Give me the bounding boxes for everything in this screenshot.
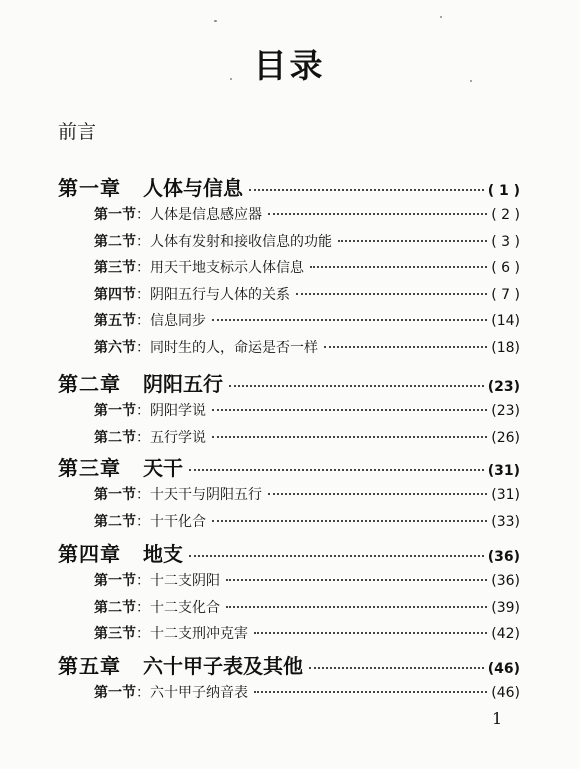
section-page-number: (14) [491,313,520,329]
section-colon: ： [136,260,150,276]
section-number: 第二节 [94,599,136,616]
section-colon: ： [136,573,150,589]
chapter-page-number: (23) [487,379,520,395]
section-heading [94,427,206,447]
section-page-number: (31) [491,487,520,503]
section-number: 第一节 [94,487,136,503]
chapter-title: 地支 [143,542,183,566]
section-colon: ： [136,403,150,419]
dot-leader [212,520,487,522]
chapter-title: 六十甲子表及其他 [143,654,303,678]
section-page-number: (42) [491,626,520,642]
section-number: 第三节 [94,626,136,642]
section-title: 六十甲子纳音表 [150,685,248,701]
toc-section-row[interactable] [94,310,520,330]
section-number: 第一节 [94,207,136,223]
chapter-page-number: ( 1 ) [487,183,520,199]
section-number: 第一节 [94,573,136,589]
dot-leader [254,632,487,634]
dot-leader [189,469,484,471]
section-heading [94,284,290,304]
section-heading [94,310,206,330]
section-colon: ： [136,429,150,446]
chapter-number: 第三章 [58,456,121,480]
section-number: 第一节 [94,403,136,419]
toc-section-row[interactable] [94,204,520,224]
section-heading [94,337,318,357]
section-heading [94,623,248,643]
dot-leader [249,189,484,191]
dot-leader [226,579,487,581]
section-number: 第五节 [94,313,136,329]
section-colon: ： [136,207,150,223]
section-colon: ： [136,599,150,616]
section-number: 第四节 [94,286,136,303]
section-colon: ： [136,286,150,303]
chapter-heading [58,172,243,201]
toc-section-row[interactable] [94,257,520,277]
section-colon: ： [136,313,150,329]
chapter-page-number: (36) [487,549,520,565]
chapter-heading [58,538,183,567]
chapter-title: 人体与信息 [143,176,243,200]
scan-speck [230,78,232,80]
section-colon: ： [136,685,150,701]
section-title: 十干化合 [150,513,206,530]
page-number: 1 [492,709,503,728]
dot-leader [296,293,487,295]
dot-leader [254,691,487,693]
toc-section-row[interactable] [94,682,520,702]
scan-speck [440,16,442,18]
section-heading [94,597,220,617]
toc-section-row[interactable] [94,484,520,504]
toc-section-row[interactable] [94,337,520,357]
section-colon: ： [136,233,150,250]
toc-section-row[interactable] [94,284,520,304]
toc-section-row[interactable] [94,623,520,643]
dot-leader [226,606,487,608]
section-page-number: (18) [491,339,520,356]
section-title: 十二支刑冲克害 [150,626,248,642]
section-page-number: (39) [491,599,520,616]
section-title: 五行学说 [150,429,206,446]
chapter-number: 第五章 [58,654,121,678]
section-number: 第六节 [94,339,136,356]
toc-chapter-row[interactable] [58,650,520,679]
section-title: 人体有发射和接收信息的功能 [150,233,332,250]
chapter-heading [58,650,303,679]
chapter-number: 第一章 [58,176,121,200]
section-colon: ： [136,339,150,356]
toc-chapter-row[interactable] [58,452,520,481]
chapter-title: 阴阳五行 [143,372,223,396]
toc-chapter-row[interactable] [58,538,520,567]
section-page-number: (23) [491,403,520,419]
section-page-number: ( 7 ) [491,286,520,303]
preface-heading: 前言 [58,121,97,143]
toc-section-row[interactable] [94,511,520,531]
section-heading [94,257,304,277]
section-heading [94,484,262,504]
section-colon: ： [136,487,150,503]
scan-speck [214,20,217,22]
section-title: 十二支化合 [150,599,220,616]
chapter-number: 第二章 [58,372,121,396]
dot-leader [338,240,487,242]
section-title: 信息同步 [150,313,206,329]
section-number: 第二节 [94,233,136,250]
section-number: 第二节 [94,513,136,530]
section-title: 阴阳五行与人体的关系 [150,286,290,303]
dot-leader [309,667,484,669]
section-heading [94,570,220,590]
chapter-page-number: (31) [487,463,520,479]
section-title: 阴阳学说 [150,403,206,419]
section-page-number: (36) [491,573,520,589]
chapter-heading [58,368,223,397]
section-title: 人体是信息感应器 [150,207,262,223]
section-page-number: (33) [491,513,520,530]
toc-chapter-row[interactable] [58,172,520,201]
section-heading [94,511,206,531]
dot-leader [212,409,487,411]
section-page-number: (46) [491,685,520,701]
section-colon: ： [136,626,150,642]
section-title: 用天干地支标示人体信息 [150,260,304,276]
section-number: 第二节 [94,429,136,446]
section-heading [94,231,332,251]
section-title: 十二支阴阳 [150,573,220,589]
dot-leader [212,319,487,321]
section-page-number: ( 2 ) [491,207,520,223]
section-page-number: (26) [491,429,520,446]
toc-section-row[interactable] [94,231,520,251]
dot-leader [268,213,487,215]
dot-leader [324,346,487,348]
section-page-number: ( 3 ) [491,233,520,250]
section-heading [94,204,262,224]
dot-leader [189,555,484,557]
section-heading [94,682,248,702]
dot-leader [268,493,487,495]
section-number: 第一节 [94,685,136,701]
page-title: 目录 [253,46,326,85]
dot-leader [310,266,487,268]
dot-leader [212,436,487,438]
toc-chapter-row[interactable] [58,368,520,397]
toc-section-row[interactable] [94,427,520,447]
section-title: 同时生的人，命运是否一样 [150,339,318,356]
chapter-title: 天干 [143,456,183,480]
section-colon: ： [136,513,150,530]
section-heading [94,400,206,420]
section-title: 十天干与阴阳五行 [150,487,262,503]
section-page-number: ( 6 ) [491,260,520,276]
toc-section-row[interactable] [94,597,520,617]
chapter-page-number: (46) [487,661,520,677]
chapter-heading [58,452,183,481]
scan-speck [470,80,472,82]
section-number: 第三节 [94,260,136,276]
toc-section-row[interactable] [94,400,520,420]
toc-section-row[interactable] [94,570,520,590]
chapter-number: 第四章 [58,542,121,566]
dot-leader [229,385,484,387]
